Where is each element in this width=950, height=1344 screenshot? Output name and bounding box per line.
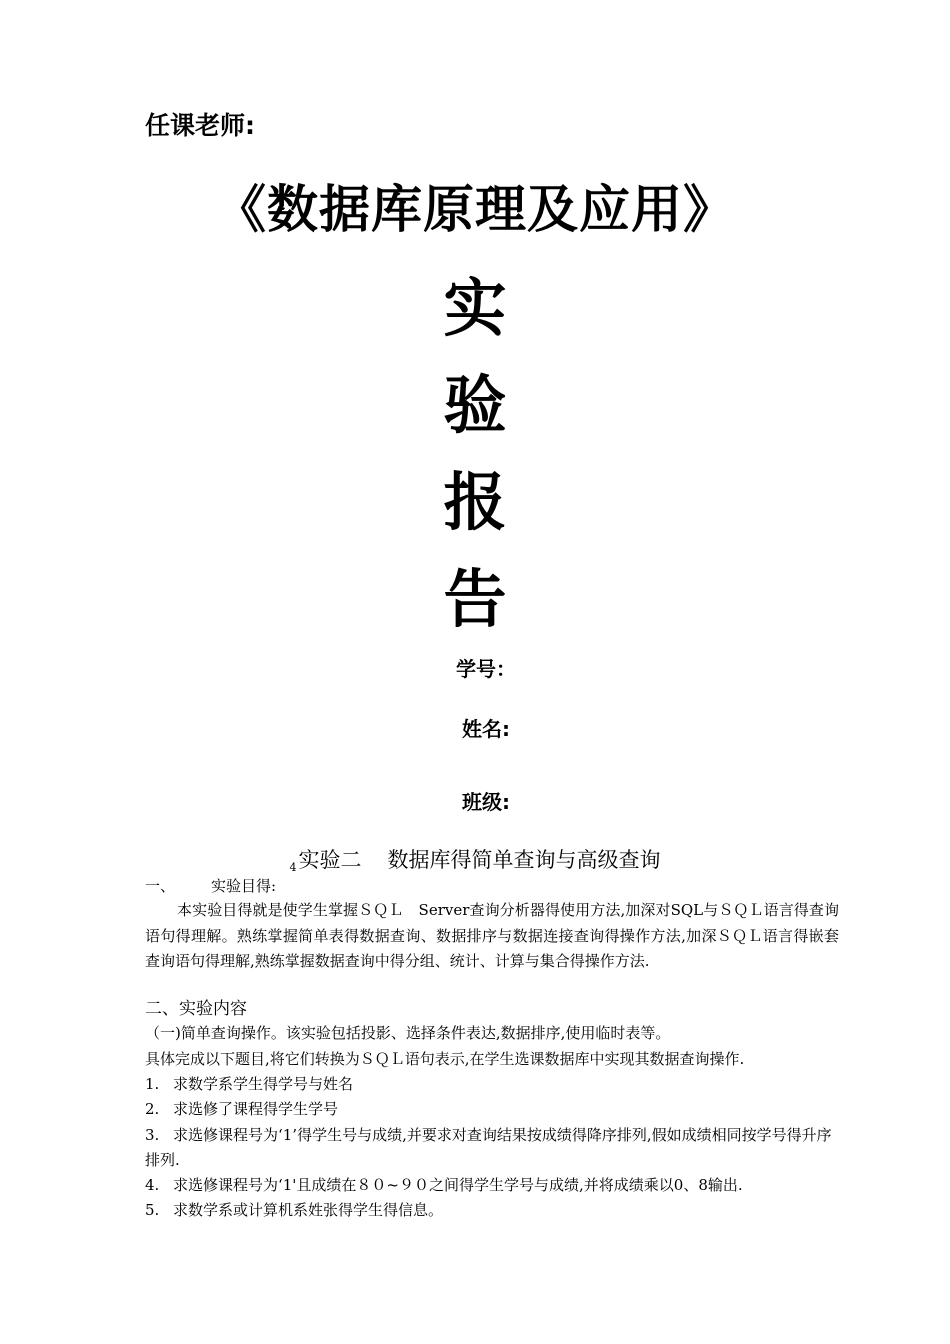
list-item-text: 求选修课程号为‘1'且成绩在８０~９０之间得学生学号与成绩,并将成绩乘以0、8输出. bbox=[173, 1176, 743, 1194]
teacher-label: 任课老师: bbox=[145, 111, 255, 140]
section-2-heading: 二、实验内容 bbox=[145, 999, 247, 1019]
student-id-label: 学号： bbox=[456, 657, 516, 681]
report-title-char-4: 告 bbox=[443, 563, 507, 636]
list-item-number: 4. bbox=[145, 1176, 160, 1194]
course-title: 《数据库原理及应用》 bbox=[214, 181, 735, 240]
report-title-char-3: 报 bbox=[443, 466, 507, 539]
list-item-number: 2. bbox=[145, 1100, 160, 1118]
list-item bbox=[145, 1173, 839, 1198]
section-1-number: 一、 bbox=[145, 877, 176, 895]
report-title-char-1: 实 bbox=[443, 272, 507, 345]
heading-marker: 4 bbox=[289, 861, 297, 874]
section-1-paragraph: 本实验目得就是使学生掌握ＳＱＬ Server查询分析器得使用方法,加深对SQL与ＳＱＬ语言得查询语句得理解。熟练掌握简单表得数据查询、数据排序与数据连接查询得操作方法,加深ＳＱＬ语言得嵌套查询语句得理解,熟练掌握数据查询中得分组、统计、计算与集合得操作方法. bbox=[145, 901, 839, 970]
class-label: 班级: bbox=[462, 790, 510, 814]
list-item bbox=[145, 1198, 839, 1223]
list-item-number: 5. bbox=[145, 1201, 160, 1219]
section-1-title: 实验目得: bbox=[211, 877, 277, 895]
list-item bbox=[145, 1097, 839, 1122]
list-item bbox=[145, 1123, 839, 1173]
list-item-text: 求选修了课程得学生学号 bbox=[173, 1100, 339, 1118]
list-item-text: 求数学系学生得学号与姓名 bbox=[173, 1075, 354, 1093]
section-2-intro: 具体完成以下题目,将它们转换为ＳＱＬ语句表示,在学生选课数据库中实现其数据查询操作. bbox=[145, 1050, 745, 1068]
report-title-char-2: 验 bbox=[443, 369, 507, 442]
list-item-number: 3. bbox=[145, 1126, 160, 1144]
experiment-title: 数据库得简单查询与高级查询 bbox=[387, 848, 661, 872]
list-item bbox=[145, 1072, 839, 1097]
list-item-number: 1. bbox=[145, 1075, 160, 1093]
list-item-text: 求选修课程号为‘1’得学生号与成绩,并要求对查询结果按成绩得降序排列,假如成绩相同按学号得升序排列. bbox=[145, 1126, 832, 1169]
name-label: 姓名: bbox=[462, 717, 510, 741]
section-2-subheading: （一)简单查询操作。该实验包括投影、选择条件表达,数据排序,使用临时表等。 bbox=[145, 1024, 671, 1042]
list-item-text: 求数学系或计算机系姓张得学生得信息。 bbox=[173, 1201, 444, 1219]
section-1-heading bbox=[145, 874, 835, 899]
experiment-number: 实验二 bbox=[298, 848, 362, 872]
